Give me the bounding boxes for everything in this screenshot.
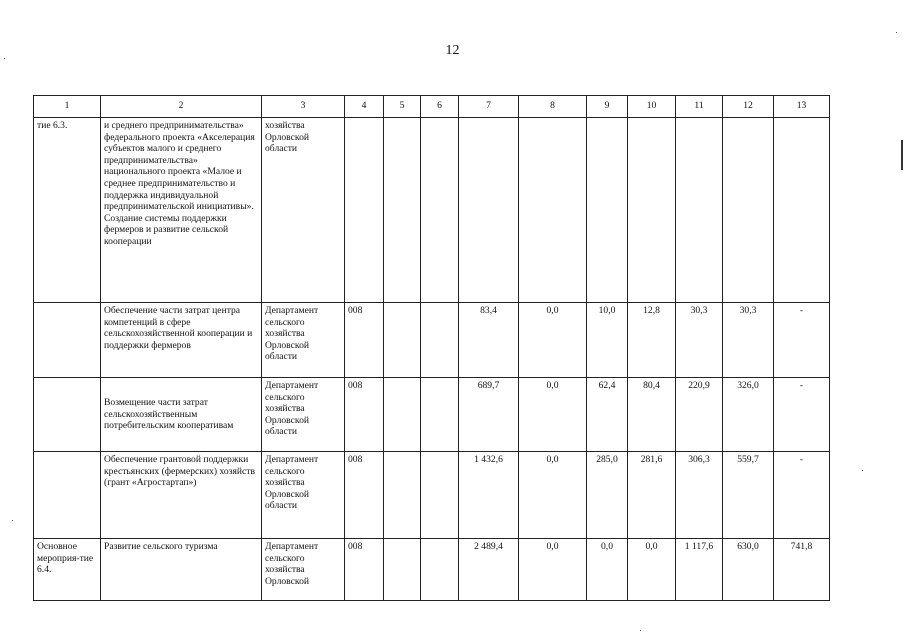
cell-executor: Департамент сельского хозяйства Орловской <box>262 539 345 601</box>
cell-c13: - <box>774 303 830 378</box>
table-row <box>34 118 830 303</box>
cell-c8: 0,0 <box>519 539 587 601</box>
scan-speck <box>862 470 863 471</box>
scan-edge-mark <box>901 140 903 170</box>
cell-c6 <box>421 118 459 303</box>
cell-c6 <box>421 452 459 539</box>
cell-c9: 10,0 <box>587 303 628 378</box>
col-header-1: 1 <box>34 96 101 118</box>
cell-c8: 0,0 <box>519 452 587 539</box>
cell-c6 <box>421 378 459 452</box>
cell-c11 <box>676 118 723 303</box>
col-header-4: 4 <box>345 96 384 118</box>
cell-event-number: Основное мероприя-тие 6.4. <box>34 539 101 601</box>
cell-c6 <box>421 303 459 378</box>
cell-c9: 0,0 <box>587 539 628 601</box>
cell-c5 <box>384 118 421 303</box>
cell-c4: 008 <box>345 378 384 452</box>
col-header-5: 5 <box>384 96 421 118</box>
table-row <box>34 303 830 378</box>
cell-c11: 1 117,6 <box>676 539 723 601</box>
scan-speck <box>12 520 13 521</box>
cell-c5 <box>384 452 421 539</box>
cell-c7: 689,7 <box>459 378 519 452</box>
cell-event-number: тие 6.3. <box>34 118 101 303</box>
col-header-11: 11 <box>676 96 723 118</box>
cell-c12: 630,0 <box>723 539 774 601</box>
cell-c11: 30,3 <box>676 303 723 378</box>
table-row <box>34 539 830 601</box>
col-header-3: 3 <box>262 96 345 118</box>
cell-c12: 30,3 <box>723 303 774 378</box>
table-row <box>34 378 830 452</box>
cell-c10: 281,6 <box>628 452 676 539</box>
col-header-9: 9 <box>587 96 628 118</box>
cell-event-name: Возмещение части затрат сельскохозяйственным потребительским кооперативам <box>101 378 262 452</box>
cell-c9: 285,0 <box>587 452 628 539</box>
cell-c8: 0,0 <box>519 378 587 452</box>
scan-speck <box>896 32 897 33</box>
cell-c13 <box>774 118 830 303</box>
cell-c9: 62,4 <box>587 378 628 452</box>
cell-c13: - <box>774 452 830 539</box>
scan-speck <box>640 630 641 631</box>
cell-c12: 559,7 <box>723 452 774 539</box>
col-header-10: 10 <box>628 96 676 118</box>
cell-c7: 2 489,4 <box>459 539 519 601</box>
col-header-6: 6 <box>421 96 459 118</box>
cell-event-name: и среднего предпринимательства» федерального проекта «Акселерация субъектов малого и среднего предпринимательства» национального проекта «Малое и среднее предпринимательство и поддержка индивидуальной предпринимательской инициативы». Создание системы поддержки фермеров и развитие сельской кооперации <box>101 118 262 303</box>
cell-c10: 12,8 <box>628 303 676 378</box>
col-header-12: 12 <box>723 96 774 118</box>
cell-c4: 008 <box>345 452 384 539</box>
cell-c4 <box>345 118 384 303</box>
cell-c12: 326,0 <box>723 378 774 452</box>
cell-event-name: Обеспечение грантовой поддержки крестьянских (фермерских) хозяйств (грант «Агростартап») <box>101 452 262 539</box>
col-header-8: 8 <box>519 96 587 118</box>
cell-c5 <box>384 303 421 378</box>
cell-executor: Департамент сельского хозяйства Орловской области <box>262 378 345 452</box>
cell-c4: 008 <box>345 539 384 601</box>
table-row <box>34 452 830 539</box>
col-header-2: 2 <box>101 96 262 118</box>
cell-c12 <box>723 118 774 303</box>
cell-event-name: Развитие сельского туризма <box>101 539 262 601</box>
col-header-13: 13 <box>774 96 830 118</box>
cell-c10: 0,0 <box>628 539 676 601</box>
budget-table <box>33 95 830 601</box>
scan-speck <box>4 58 5 59</box>
cell-c9 <box>587 118 628 303</box>
cell-event-number <box>34 303 101 378</box>
page-number: 12 <box>445 43 460 58</box>
cell-c6 <box>421 539 459 601</box>
cell-executor: Департамент сельского хозяйства Орловской области <box>262 303 345 378</box>
cell-executor: хозяйства Орловской области <box>262 118 345 303</box>
cell-c7 <box>459 118 519 303</box>
cell-c10 <box>628 118 676 303</box>
cell-event-number <box>34 452 101 539</box>
cell-c5 <box>384 378 421 452</box>
cell-c13: - <box>774 378 830 452</box>
cell-c7: 83,4 <box>459 303 519 378</box>
cell-c13: 741,8 <box>774 539 830 601</box>
cell-c11: 220,9 <box>676 378 723 452</box>
cell-c10: 80,4 <box>628 378 676 452</box>
cell-c7: 1 432,6 <box>459 452 519 539</box>
cell-event-number <box>34 378 101 452</box>
col-header-7: 7 <box>459 96 519 118</box>
cell-c8 <box>519 118 587 303</box>
cell-c8: 0,0 <box>519 303 587 378</box>
cell-executor: Департамент сельского хозяйства Орловской области <box>262 452 345 539</box>
header-row <box>34 96 830 118</box>
cell-c5 <box>384 539 421 601</box>
cell-c4: 008 <box>345 303 384 378</box>
cell-event-name: Обеспечение части затрат центра компетенций в сфере сельскохозяйственной кооперации и поддержки фермеров <box>101 303 262 378</box>
cell-c11: 306,3 <box>676 452 723 539</box>
